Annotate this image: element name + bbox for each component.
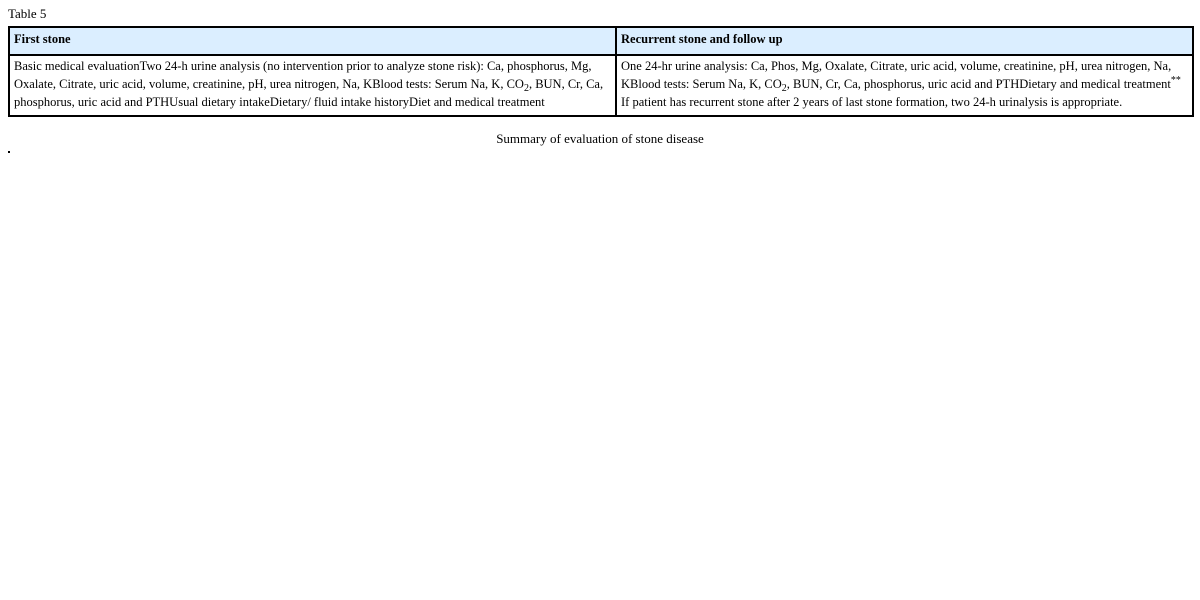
first-stone-text-part2: , BUN, Cr, Ca, phosphorus, uric acid and PTHUsual dietary intakeDietary/ fluid intake historyDiet and medical treatment <box>14 77 604 109</box>
header-first-stone: First stone <box>9 27 616 55</box>
dot-mark <box>8 151 10 153</box>
table-label: Table 5 <box>8 6 47 21</box>
recurrent-stone-subscript: 2 <box>781 83 787 94</box>
header-recurrent-stone: Recurrent stone and follow up <box>616 27 1193 55</box>
first-stone-subscript: 2 <box>523 83 529 94</box>
first-stone-text-part1: Basic medical evaluationTwo 24-h urine analysis (no intervention prior to analyze stone risk): Ca, phosphorus, Mg, Oxalate, Citrate, uric acid, volume, creatinine, pH, urea nitrogen, Na, KBlood tests: Serum Na, K, CO <box>14 59 592 91</box>
recurrent-stone-text-part3: If patient has recurrent stone after 2 years of last stone formation, two 24-h urinalysis is appropriate. <box>621 95 1123 109</box>
evaluation-table <box>8 26 1194 117</box>
recurrent-stone-text-part1: One 24-hr urine analysis: Ca, Phos, Mg, Oxalate, Citrate, uric acid, volume, creatinine, pH, urea nitrogen, Na, KBlood tests: Serum Na, K, CO <box>621 59 1172 91</box>
cell-recurrent-stone <box>616 55 1193 116</box>
cell-first-stone <box>9 55 616 116</box>
table-caption: Summary of evaluation of stone disease <box>496 131 704 146</box>
table-header-row <box>9 27 1193 55</box>
recurrent-stone-footnote-marker: ** <box>1170 75 1181 86</box>
recurrent-stone-text-part2: , BUN, Cr, Ca, phosphorus, uric acid and PTHDietary and medical treatment <box>786 77 1171 91</box>
table-row <box>9 55 1193 116</box>
